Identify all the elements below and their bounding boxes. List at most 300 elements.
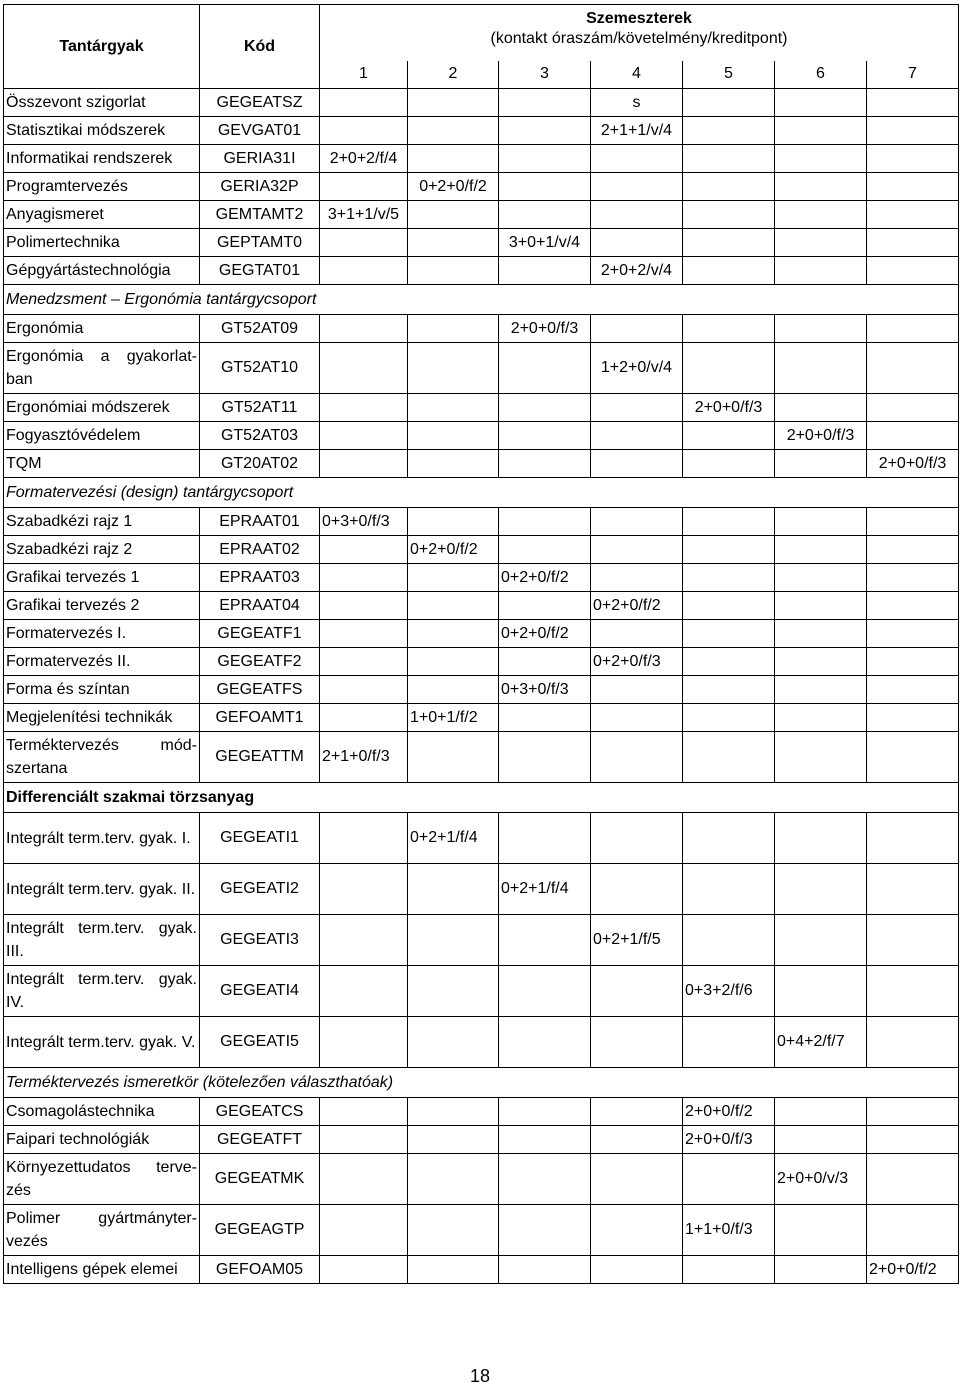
semester-cell [499, 508, 591, 536]
semester-cell [320, 422, 408, 450]
semester-cell [867, 1154, 959, 1205]
subject-code: GEMTAMT2 [200, 201, 320, 229]
semester-cell [775, 229, 867, 257]
section-row [4, 1068, 959, 1098]
semester-cell [867, 813, 959, 864]
code-header: Kód [200, 5, 320, 89]
semester-cell [408, 1126, 499, 1154]
semester-cell [499, 117, 591, 145]
semester-cell [408, 508, 499, 536]
semester-value: 2+0+0/f/3 [683, 394, 775, 422]
subject-code: GT52AT09 [200, 315, 320, 343]
semester-cell [683, 813, 775, 864]
semester-cell [320, 1205, 408, 1256]
semester-cell [320, 394, 408, 422]
semester-cell [408, 1017, 499, 1068]
semester-cell [775, 704, 867, 732]
subject-code: GEGEATF2 [200, 648, 320, 676]
semester-cell [499, 966, 591, 1017]
subject-code: GEGEATI5 [200, 1017, 320, 1068]
semester-cell [408, 966, 499, 1017]
semester-cell [499, 422, 591, 450]
semester-cell [867, 89, 959, 117]
semester-cell [408, 201, 499, 229]
subject-name: Szabadkézi rajz 2 [4, 536, 200, 564]
semester-value: 2+1+0/f/3 [320, 732, 408, 783]
semester-cell [320, 648, 408, 676]
semester-cell [591, 508, 683, 536]
subject-code: GEGEATI4 [200, 966, 320, 1017]
semester-cell [775, 145, 867, 173]
semester-cell [408, 915, 499, 966]
semester-value: 2+0+0/f/2 [683, 1098, 775, 1126]
semester-cell [591, 229, 683, 257]
subject-name: Faipari technológiák [4, 1126, 200, 1154]
subject-code: GT52AT03 [200, 422, 320, 450]
semester-cell [867, 508, 959, 536]
subject-name: Polimer gyártmányter-vezés [4, 1205, 200, 1256]
semester-cell [591, 864, 683, 915]
section-row [4, 285, 959, 315]
semester-cell [591, 1126, 683, 1154]
subjects-header: Tantárgyak [4, 5, 200, 89]
subject-code: EPRAAT03 [200, 564, 320, 592]
semester-cell [408, 676, 499, 704]
semester-value: 2+0+2/f/4 [320, 145, 408, 173]
semester-cell [867, 394, 959, 422]
semester-number: 4 [591, 61, 683, 89]
semester-cell [867, 648, 959, 676]
semester-cell [499, 1098, 591, 1126]
semester-cell [775, 89, 867, 117]
semester-cell [867, 315, 959, 343]
semester-cell [867, 173, 959, 201]
subject-name: TQM [4, 450, 200, 478]
semester-cell [683, 915, 775, 966]
semester-cell [867, 422, 959, 450]
semester-value: 2+0+0/f/3 [867, 450, 959, 478]
semester-cell [683, 564, 775, 592]
semester-cell [499, 915, 591, 966]
semester-cell [775, 343, 867, 394]
subject-name: Intelligens gépek elemei [4, 1256, 200, 1284]
semester-cell [775, 915, 867, 966]
semester-value: 1+0+1/f/2 [408, 704, 499, 732]
semester-number: 6 [775, 61, 867, 89]
semester-value: 0+3+0/f/3 [320, 508, 408, 536]
table-row [4, 536, 959, 564]
subject-name: Környezettudatos terve-zés [4, 1154, 200, 1205]
semester-cell [320, 1154, 408, 1205]
section-row [4, 478, 959, 508]
semester-cell [775, 1205, 867, 1256]
semester-cell [775, 315, 867, 343]
semester-cell [408, 1154, 499, 1205]
semester-cell [591, 1205, 683, 1256]
semester-cell [683, 620, 775, 648]
semester-cell [775, 1098, 867, 1126]
semester-cell [499, 145, 591, 173]
semester-cell [591, 1154, 683, 1205]
semester-value: 2+0+0/f/3 [775, 422, 867, 450]
semester-cell [320, 89, 408, 117]
semester-cell [867, 145, 959, 173]
semester-value: 0+3+2/f/6 [683, 966, 775, 1017]
semester-cell [867, 732, 959, 783]
semester-cell [775, 864, 867, 915]
semester-cell [408, 564, 499, 592]
semester-cell [499, 450, 591, 478]
semesters-header [320, 5, 959, 61]
semester-cell [408, 117, 499, 145]
subject-code: EPRAAT01 [200, 508, 320, 536]
semester-value: 2+0+0/f/2 [867, 1256, 959, 1284]
semester-cell [867, 966, 959, 1017]
semester-cell [320, 564, 408, 592]
semester-cell [591, 394, 683, 422]
semester-value: 0+2+0/f/3 [591, 648, 683, 676]
semester-cell [408, 229, 499, 257]
semester-cell [408, 394, 499, 422]
semester-cell [683, 257, 775, 285]
semester-cell [867, 536, 959, 564]
semester-cell [775, 1256, 867, 1284]
table-row [4, 915, 959, 966]
semester-cell [775, 173, 867, 201]
subject-name: Ergonómia a gyakorlat-ban [4, 343, 200, 394]
table-row [4, 315, 959, 343]
subject-name: Formatervezés I. [4, 620, 200, 648]
semester-cell [867, 1205, 959, 1256]
semester-cell [683, 648, 775, 676]
semester-value: 3+0+1/v/4 [499, 229, 591, 257]
semester-cell [775, 1126, 867, 1154]
table-row [4, 89, 959, 117]
subject-name: Anyagismeret [4, 201, 200, 229]
semester-number: 5 [683, 61, 775, 89]
subject-code: GEGEATFT [200, 1126, 320, 1154]
subject-code: GERIA31I [200, 145, 320, 173]
section-title: Menedzsment – Ergonómia tantárgycsoport [4, 285, 959, 315]
semester-cell [320, 229, 408, 257]
semester-cell [775, 966, 867, 1017]
subject-name: Integrált term.terv. gyak. V. [4, 1017, 200, 1068]
table-row [4, 1154, 959, 1205]
subject-name: Statisztikai módszerek [4, 117, 200, 145]
semester-cell [591, 564, 683, 592]
semester-cell [775, 117, 867, 145]
semester-cell [320, 117, 408, 145]
subject-code: GEGEATI3 [200, 915, 320, 966]
semester-cell [591, 1098, 683, 1126]
semester-cell [408, 343, 499, 394]
semester-cell [775, 201, 867, 229]
semester-cell [683, 1017, 775, 1068]
semester-cell [867, 1017, 959, 1068]
subject-code: GEGEATTM [200, 732, 320, 783]
semesters-title: Szemeszterek [586, 10, 692, 27]
subject-code: EPRAAT02 [200, 536, 320, 564]
subject-name: Integrált term.terv. gyak. IV. [4, 966, 200, 1017]
subject-code: GEGEATSZ [200, 89, 320, 117]
semester-cell [499, 201, 591, 229]
semester-cell [320, 1098, 408, 1126]
semester-cell [591, 732, 683, 783]
subject-name: Forma és színtan [4, 676, 200, 704]
semester-cell [867, 620, 959, 648]
subject-code: GEGEATI2 [200, 864, 320, 915]
semester-cell [683, 592, 775, 620]
semester-cell [683, 315, 775, 343]
subject-name: Terméktervezés mód-szertana [4, 732, 200, 783]
semester-cell [683, 1154, 775, 1205]
table-row [4, 173, 959, 201]
semester-cell [499, 343, 591, 394]
table-row [4, 1205, 959, 1256]
semester-cell [499, 1126, 591, 1154]
semester-cell [408, 89, 499, 117]
table-row [4, 1017, 959, 1068]
semester-cell [867, 1126, 959, 1154]
semester-cell [499, 1205, 591, 1256]
table-row [4, 117, 959, 145]
semester-value: 2+0+0/v/3 [775, 1154, 867, 1205]
table-row [4, 592, 959, 620]
semester-cell [591, 704, 683, 732]
semester-cell [408, 1256, 499, 1284]
subject-name: Csomagolástechnika [4, 1098, 200, 1126]
table-row [4, 1256, 959, 1284]
semester-cell [408, 648, 499, 676]
semester-value: 2+0+2/v/4 [591, 257, 683, 285]
semester-cell [867, 201, 959, 229]
subject-code: GEVGAT01 [200, 117, 320, 145]
semester-cell [408, 450, 499, 478]
semester-cell [775, 813, 867, 864]
semester-cell [867, 257, 959, 285]
semester-cell [320, 1126, 408, 1154]
semester-cell [867, 864, 959, 915]
semester-cell [591, 422, 683, 450]
semester-cell [683, 145, 775, 173]
semester-cell [683, 422, 775, 450]
semester-value: 1+2+0/v/4 [591, 343, 683, 394]
semester-cell [320, 676, 408, 704]
semester-cell [320, 813, 408, 864]
subject-code: GT52AT11 [200, 394, 320, 422]
semester-value: 0+2+1/f/5 [591, 915, 683, 966]
table-row [4, 422, 959, 450]
semester-cell [408, 732, 499, 783]
page-number: 18 [469, 1366, 491, 1386]
subject-code: GEGEATCS [200, 1098, 320, 1126]
subject-code: GERIA32P [200, 173, 320, 201]
semester-value: 2+0+0/f/3 [683, 1126, 775, 1154]
semester-cell [683, 732, 775, 783]
semester-cell [408, 145, 499, 173]
subject-code: GT20AT02 [200, 450, 320, 478]
table-row [4, 450, 959, 478]
table-row [4, 257, 959, 285]
semesters-subtitle: (kontakt óraszám/követelmény/kreditpont) [490, 30, 788, 47]
semester-cell [591, 145, 683, 173]
semester-cell [408, 315, 499, 343]
semester-cell [499, 394, 591, 422]
subject-code: EPRAAT04 [200, 592, 320, 620]
subject-name: Fogyasztóvédelem [4, 422, 200, 450]
semester-cell [408, 1205, 499, 1256]
semester-cell [320, 257, 408, 285]
semester-cell [499, 648, 591, 676]
semester-value: 3+1+1/v/5 [320, 201, 408, 229]
semester-cell [320, 592, 408, 620]
semester-cell [499, 536, 591, 564]
semester-cell [408, 1098, 499, 1126]
table-row [4, 1098, 959, 1126]
semester-cell [591, 315, 683, 343]
semester-cell [591, 620, 683, 648]
semester-cell [591, 813, 683, 864]
section-title: Formatervezési (design) tantárgycsoport [4, 478, 959, 508]
table-row [4, 704, 959, 732]
semester-cell [408, 620, 499, 648]
table-row [4, 648, 959, 676]
semester-cell [683, 676, 775, 704]
semester-cell [499, 1154, 591, 1205]
subject-code: GEGEAGTP [200, 1205, 320, 1256]
semester-cell [320, 343, 408, 394]
subject-name: Ergonómiai módszerek [4, 394, 200, 422]
semester-cell [499, 257, 591, 285]
semester-cell [683, 450, 775, 478]
table-row [4, 813, 959, 864]
semester-cell [591, 201, 683, 229]
semester-cell [499, 89, 591, 117]
subject-name: Integrált term.terv. gyak. II. [4, 864, 200, 915]
semester-cell [867, 1098, 959, 1126]
section-title: Differenciált szakmai törzsanyag [4, 783, 959, 813]
subject-code: GEGTAT01 [200, 257, 320, 285]
semester-cell [867, 676, 959, 704]
semester-cell [683, 508, 775, 536]
semester-cell [683, 201, 775, 229]
semester-cell [499, 1256, 591, 1284]
semester-value: s [591, 89, 683, 117]
semester-value: 0+2+0/f/2 [408, 173, 499, 201]
semester-cell [320, 315, 408, 343]
subject-name: Programtervezés [4, 173, 200, 201]
semester-cell [683, 864, 775, 915]
semester-cell [320, 704, 408, 732]
semester-value: 2+0+0/f/3 [499, 315, 591, 343]
table-row [4, 145, 959, 173]
semester-cell [775, 536, 867, 564]
curriculum-table [3, 4, 959, 1284]
semester-cell [775, 394, 867, 422]
semester-value: 0+2+1/f/4 [499, 864, 591, 915]
subject-name: Polimertechnika [4, 229, 200, 257]
subject-name: Grafikai tervezés 2 [4, 592, 200, 620]
semester-value: 0+4+2/f/7 [775, 1017, 867, 1068]
semester-cell [775, 676, 867, 704]
semester-cell [591, 1017, 683, 1068]
semester-cell [775, 592, 867, 620]
semester-cell [683, 704, 775, 732]
semester-cell [591, 173, 683, 201]
semester-cell [867, 915, 959, 966]
table-row [4, 343, 959, 394]
semester-cell [408, 422, 499, 450]
semester-cell [683, 343, 775, 394]
semester-cell [867, 592, 959, 620]
semester-cell [499, 173, 591, 201]
table-row [4, 229, 959, 257]
semester-cell [683, 229, 775, 257]
semester-cell [320, 450, 408, 478]
semester-value: 0+2+0/f/2 [408, 536, 499, 564]
semester-cell [499, 704, 591, 732]
semester-cell [499, 732, 591, 783]
semester-number: 2 [408, 61, 499, 89]
subject-name: Gépgyártástechnológia [4, 257, 200, 285]
subject-code: GEGEATI1 [200, 813, 320, 864]
table-row [4, 676, 959, 704]
subject-name: Integrált term.terv. gyak. I. [4, 813, 200, 864]
semester-value: 0+2+0/f/2 [499, 620, 591, 648]
semester-cell [775, 732, 867, 783]
semester-cell [775, 648, 867, 676]
section-title: Terméktervezés ismeretkör (kötelezően választhatóak) [4, 1068, 959, 1098]
semester-cell [591, 450, 683, 478]
semester-cell [499, 813, 591, 864]
semester-cell [408, 864, 499, 915]
semester-number: 1 [320, 61, 408, 89]
subject-name: Integrált term.terv. gyak. III. [4, 915, 200, 966]
subject-code: GEGEATFS [200, 676, 320, 704]
table-row [4, 966, 959, 1017]
semester-cell [591, 676, 683, 704]
semester-cell [683, 173, 775, 201]
semester-cell [867, 564, 959, 592]
table-row [4, 864, 959, 915]
subject-name: Szabadkézi rajz 1 [4, 508, 200, 536]
table-row [4, 620, 959, 648]
semester-number: 7 [867, 61, 959, 89]
subject-name: Megjelenítési technikák [4, 704, 200, 732]
semester-cell [320, 173, 408, 201]
table-row [4, 508, 959, 536]
semester-value: 2+1+1/v/4 [591, 117, 683, 145]
semester-cell [867, 704, 959, 732]
subject-code: GEPTAMT0 [200, 229, 320, 257]
semester-cell [320, 1017, 408, 1068]
subject-code: GEFOAMT1 [200, 704, 320, 732]
subject-name: Összevont szigorlat [4, 89, 200, 117]
semester-cell [775, 508, 867, 536]
semester-value: 0+2+0/f/2 [591, 592, 683, 620]
semester-cell [683, 536, 775, 564]
semester-cell [867, 229, 959, 257]
table-row [4, 394, 959, 422]
subject-code: GEFOAM05 [200, 1256, 320, 1284]
semester-cell [591, 536, 683, 564]
semester-cell [775, 450, 867, 478]
semester-cell [683, 89, 775, 117]
semester-cell [499, 1017, 591, 1068]
semester-cell [591, 1256, 683, 1284]
semester-cell [320, 620, 408, 648]
table-row [4, 1126, 959, 1154]
